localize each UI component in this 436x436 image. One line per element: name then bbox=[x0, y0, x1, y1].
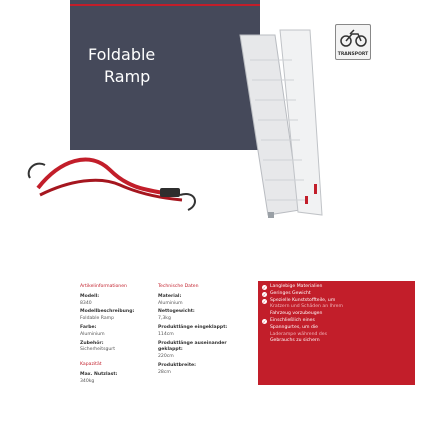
width-value: 28cm bbox=[158, 369, 171, 375]
feature-text: Langlebige Materialien bbox=[270, 284, 323, 289]
width-label: Produktbreite: bbox=[158, 362, 196, 368]
product-info-column bbox=[80, 284, 150, 388]
material-label: Material: bbox=[158, 293, 182, 299]
feature-list-box bbox=[258, 281, 415, 385]
supplier-value: Sicherheitsgurt bbox=[80, 347, 115, 353]
feature-text: Gebrauchs zu sichern bbox=[270, 338, 320, 344]
model-label: Modell: bbox=[80, 293, 100, 299]
product-info-heading: Artikelinformationen bbox=[80, 284, 127, 289]
feature-list bbox=[258, 281, 415, 345]
feature-text: Spezielle Kunststoffteile, um bbox=[270, 297, 336, 303]
feature-text: Einschließlich eines bbox=[270, 317, 315, 323]
unfolded-length-value: 220cm bbox=[158, 354, 174, 360]
banner-title-line2: Ramp bbox=[104, 67, 151, 86]
tie-down-strap-image bbox=[29, 160, 195, 210]
brand-logo bbox=[335, 24, 371, 60]
banner-accent-line bbox=[70, 4, 260, 6]
feature-text: Laderampe während des bbox=[270, 331, 328, 337]
check-circle-icon: ✓ bbox=[262, 318, 267, 324]
feature-item bbox=[258, 291, 415, 298]
model-value: 8340 bbox=[80, 300, 92, 306]
technical-data-heading: Technische Daten bbox=[158, 284, 199, 289]
check-circle-icon: ✓ bbox=[262, 285, 267, 290]
max-load-value: 340kg bbox=[80, 378, 95, 384]
feature-item bbox=[258, 318, 415, 345]
net-weight-value: 7,3kg bbox=[158, 316, 171, 322]
banner-title-line1: Foldable bbox=[88, 45, 156, 64]
logo-text: TRANSPORT bbox=[337, 52, 369, 57]
material-value: Aluminium bbox=[158, 300, 183, 306]
supplier-label: Zubehör: bbox=[80, 340, 104, 346]
feature-text: Fahrzeug vorzubeugen bbox=[270, 311, 323, 317]
check-circle-icon: ✓ bbox=[262, 291, 267, 297]
feature-text: Kratzern und Schäden an Ihrem bbox=[270, 304, 343, 310]
feature-item bbox=[258, 284, 415, 291]
color-label: Farbe: bbox=[80, 324, 97, 330]
folded-length-label: Produktlänge eingeklappt: bbox=[158, 324, 228, 330]
technical-data-column bbox=[158, 284, 238, 379]
banner-title bbox=[88, 44, 248, 88]
capacity-heading: Kapazität bbox=[80, 362, 102, 368]
max-load-label: Max. Nutzlast: bbox=[80, 371, 118, 377]
description-value: Foldable Ramp bbox=[80, 316, 115, 322]
title-banner bbox=[70, 0, 260, 150]
feature-item bbox=[258, 298, 415, 318]
net-weight-label: Nettogewicht: bbox=[158, 309, 195, 315]
feature-text: Geringes Gewicht bbox=[270, 290, 311, 296]
folded-length-value: 114cm bbox=[158, 331, 174, 337]
description-label: Modellbeschreibung: bbox=[80, 309, 135, 315]
check-circle-icon: ✓ bbox=[262, 298, 267, 304]
color-value: Aluminium bbox=[80, 331, 105, 337]
feature-text: Spanngurtes, um die bbox=[270, 324, 318, 330]
unfolded-length-label: Produktlänge auseinander geklappt: bbox=[158, 340, 227, 353]
motorcycle-icon bbox=[336, 25, 370, 51]
